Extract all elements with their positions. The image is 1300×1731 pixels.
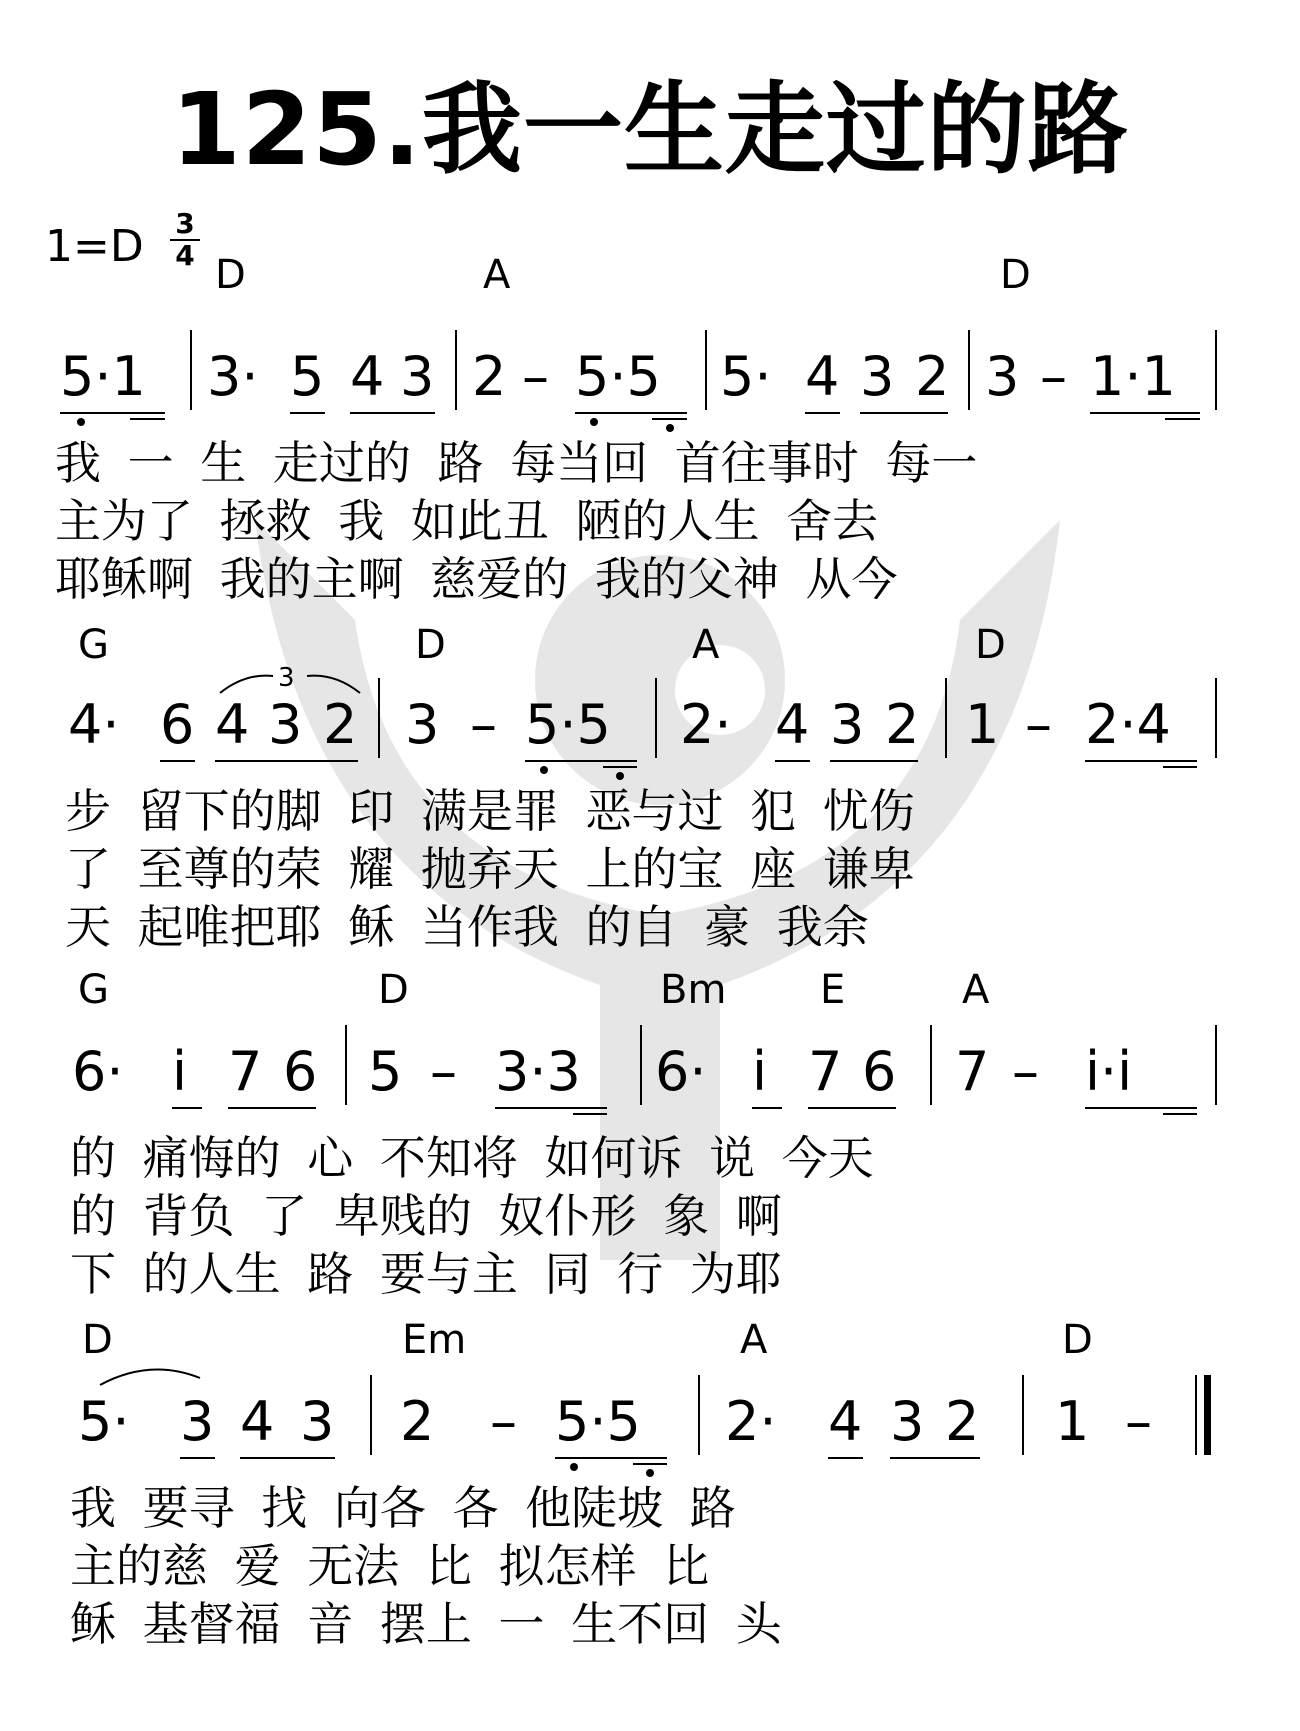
chord-symbol: A [962, 967, 990, 1013]
barline [655, 678, 657, 758]
note: 6 [862, 1040, 897, 1103]
barline [455, 330, 457, 410]
final-barline-thin [1195, 1375, 1197, 1455]
note: 3 [300, 1390, 335, 1453]
note: 3 [830, 693, 865, 756]
beam-underline [805, 412, 840, 414]
chord-symbol: D [82, 1317, 113, 1363]
beam-underline [495, 1107, 607, 1109]
lyric-line: 我 要寻 找 向各 各 他陡坡 路 [70, 1481, 736, 1535]
beam-underline [555, 1457, 667, 1459]
note: 6· [72, 1040, 124, 1103]
beam-underline [890, 1457, 980, 1459]
note: 5·5 [555, 1390, 641, 1453]
beam-underline [808, 1107, 896, 1109]
beam-underline [130, 418, 165, 420]
note: 3· [207, 345, 259, 408]
chord-symbol: D [975, 622, 1006, 668]
note: 3 [400, 345, 435, 408]
note: 7 [808, 1040, 843, 1103]
note: 5·5 [525, 693, 611, 756]
beam-underline [290, 412, 325, 414]
note: 3·3 [495, 1040, 581, 1103]
beam-underline [775, 760, 810, 762]
note: 7 [228, 1040, 263, 1103]
low-octave-dot [666, 424, 674, 432]
chord-symbol: G [78, 967, 109, 1013]
beam-underline [633, 1463, 667, 1465]
low-octave-dot [77, 418, 85, 426]
lyric-line: 我 一 生 走过的 路 每当回 首往事时 每一 [55, 436, 978, 490]
time-signature-denominator: 4 [175, 239, 195, 272]
barline [1215, 330, 1217, 410]
chord-symbol: A [740, 1317, 768, 1363]
note: – [1040, 345, 1067, 408]
note: 4 [805, 345, 840, 408]
triplet-mark: 3 [278, 663, 295, 693]
chord-symbol: E [820, 967, 846, 1013]
note: 2 [915, 345, 950, 408]
key-signature: 1=D [45, 221, 144, 272]
lyric-line: 的 背负 了 卑贱的 奴仆形 象 啊 [70, 1189, 782, 1243]
beam-underline [60, 412, 165, 414]
note: 3 [985, 345, 1020, 408]
beam-underline [160, 760, 195, 762]
beam-underline [752, 1107, 782, 1109]
note: 2 [472, 345, 507, 408]
tie-arc [95, 1360, 205, 1390]
barline [1215, 1025, 1217, 1105]
note: 4 [215, 693, 250, 756]
chord-symbol: D [215, 252, 246, 298]
note: 5· [78, 1390, 130, 1453]
lyric-line: 了 至尊的荣 耀 抛弃天 上的宝 座 谦卑 [65, 842, 915, 896]
beam-underline [1165, 418, 1200, 420]
note: 4 [350, 345, 385, 408]
barline [968, 330, 970, 410]
chord-symbol: Em [402, 1317, 467, 1363]
low-octave-dot [570, 1463, 578, 1471]
beam-underline [240, 1457, 335, 1459]
note: 2 [400, 1390, 435, 1453]
note: 6 [283, 1040, 318, 1103]
low-octave-dot [540, 766, 548, 774]
beam-underline [1163, 766, 1197, 768]
lyric-line: 主为了 拯救 我 如此丑 陋的人生 舍去 [55, 494, 879, 548]
note: 4 [775, 693, 810, 756]
note: 3 [405, 693, 440, 756]
note: 1·1 [1090, 345, 1176, 408]
lyric-line: 稣 基督福 音 摆上 一 生不回 头 [70, 1597, 782, 1651]
note: – [430, 1040, 457, 1103]
lyric-line: 天 起唯把耶 稣 当作我 的自 豪 我余 [65, 900, 869, 954]
note: 2· [725, 1390, 777, 1453]
note: 7 [955, 1040, 990, 1103]
lyric-line: 的 痛悔的 心 不知将 如何诉 说 今天 [70, 1131, 874, 1185]
note: – [1012, 1040, 1039, 1103]
note: 1 [965, 693, 1000, 756]
note: 4· [68, 693, 120, 756]
note: 3 [180, 1390, 215, 1453]
barline [640, 1025, 642, 1105]
lyric-line: 下 的人生 路 要与主 同 行 为耶 [70, 1247, 782, 1301]
lyric-line: 步 留下的脚 印 满是罪 恶与过 犯 忧伤 [65, 784, 915, 838]
barline [1215, 678, 1217, 758]
note: 5·5 [575, 345, 661, 408]
time-signature-numerator: 3 [175, 207, 195, 240]
note: i·i [1085, 1040, 1133, 1103]
chord-symbol: D [378, 967, 409, 1013]
lyric-line: 耶稣啊 我的主啊 慈爱的 我的父神 从今 [55, 552, 898, 606]
chord-symbol: G [78, 622, 109, 668]
note: – [490, 1390, 517, 1453]
barline [345, 1025, 347, 1105]
song-title: 125.我一生走过的路 [171, 71, 1129, 188]
beam-underline [830, 760, 918, 762]
beam-underline [860, 412, 948, 414]
beam-underline [603, 766, 637, 768]
chord-symbol: D [415, 622, 446, 668]
barline [945, 678, 947, 758]
low-octave-dot [646, 1469, 654, 1477]
chord-symbol: Bm [660, 967, 727, 1013]
beam-underline [525, 760, 637, 762]
note: 2 [323, 693, 358, 756]
chord-symbol: A [483, 252, 511, 298]
barline [930, 1025, 932, 1105]
note: 4 [240, 1390, 275, 1453]
final-barline-thick [1204, 1375, 1211, 1455]
beam-underline [1090, 412, 1200, 414]
lyric-line: 主的慈 爱 无法 比 拟怎样 比 [70, 1539, 710, 1593]
note: 4 [828, 1390, 863, 1453]
barline [378, 678, 380, 758]
beam-underline [180, 1457, 215, 1459]
note: 3 [860, 345, 895, 408]
low-octave-dot [590, 418, 598, 426]
note: 2 [945, 1390, 980, 1453]
note: 1 [1055, 1390, 1090, 1453]
barline [370, 1375, 372, 1455]
note: 5·1 [60, 345, 146, 408]
note: 3 [890, 1390, 925, 1453]
beam-underline [215, 760, 358, 762]
barline [698, 1375, 700, 1455]
beam-underline [1163, 1113, 1197, 1115]
beam-underline [575, 412, 687, 414]
note: – [522, 345, 549, 408]
beam-underline [1085, 1107, 1197, 1109]
barline [1022, 1375, 1024, 1455]
barline [190, 330, 192, 410]
note: 2· [680, 693, 732, 756]
chord-symbol: D [1062, 1317, 1093, 1363]
note: 6 [160, 693, 195, 756]
beam-underline [652, 418, 687, 420]
note: – [1025, 693, 1052, 756]
note: 5 [290, 345, 325, 408]
beam-underline [350, 412, 435, 414]
note: 2·4 [1085, 693, 1171, 756]
beam-underline [1085, 760, 1197, 762]
beam-underline [228, 1107, 316, 1109]
note: – [470, 693, 497, 756]
chord-symbol: D [1000, 252, 1031, 298]
note: – [1125, 1390, 1152, 1453]
beam-underline [172, 1107, 202, 1109]
note: 3 [268, 693, 303, 756]
note: 6· [655, 1040, 707, 1103]
low-octave-dot [616, 772, 624, 780]
note: 2 [885, 693, 920, 756]
time-signature [170, 207, 200, 272]
note: i [752, 1040, 768, 1103]
beam-underline [573, 1113, 607, 1115]
note: i [172, 1040, 188, 1103]
note: 5· [720, 345, 772, 408]
note: 5 [368, 1040, 403, 1103]
barline [705, 330, 707, 410]
chord-symbol: A [692, 622, 720, 668]
beam-underline [828, 1457, 863, 1459]
